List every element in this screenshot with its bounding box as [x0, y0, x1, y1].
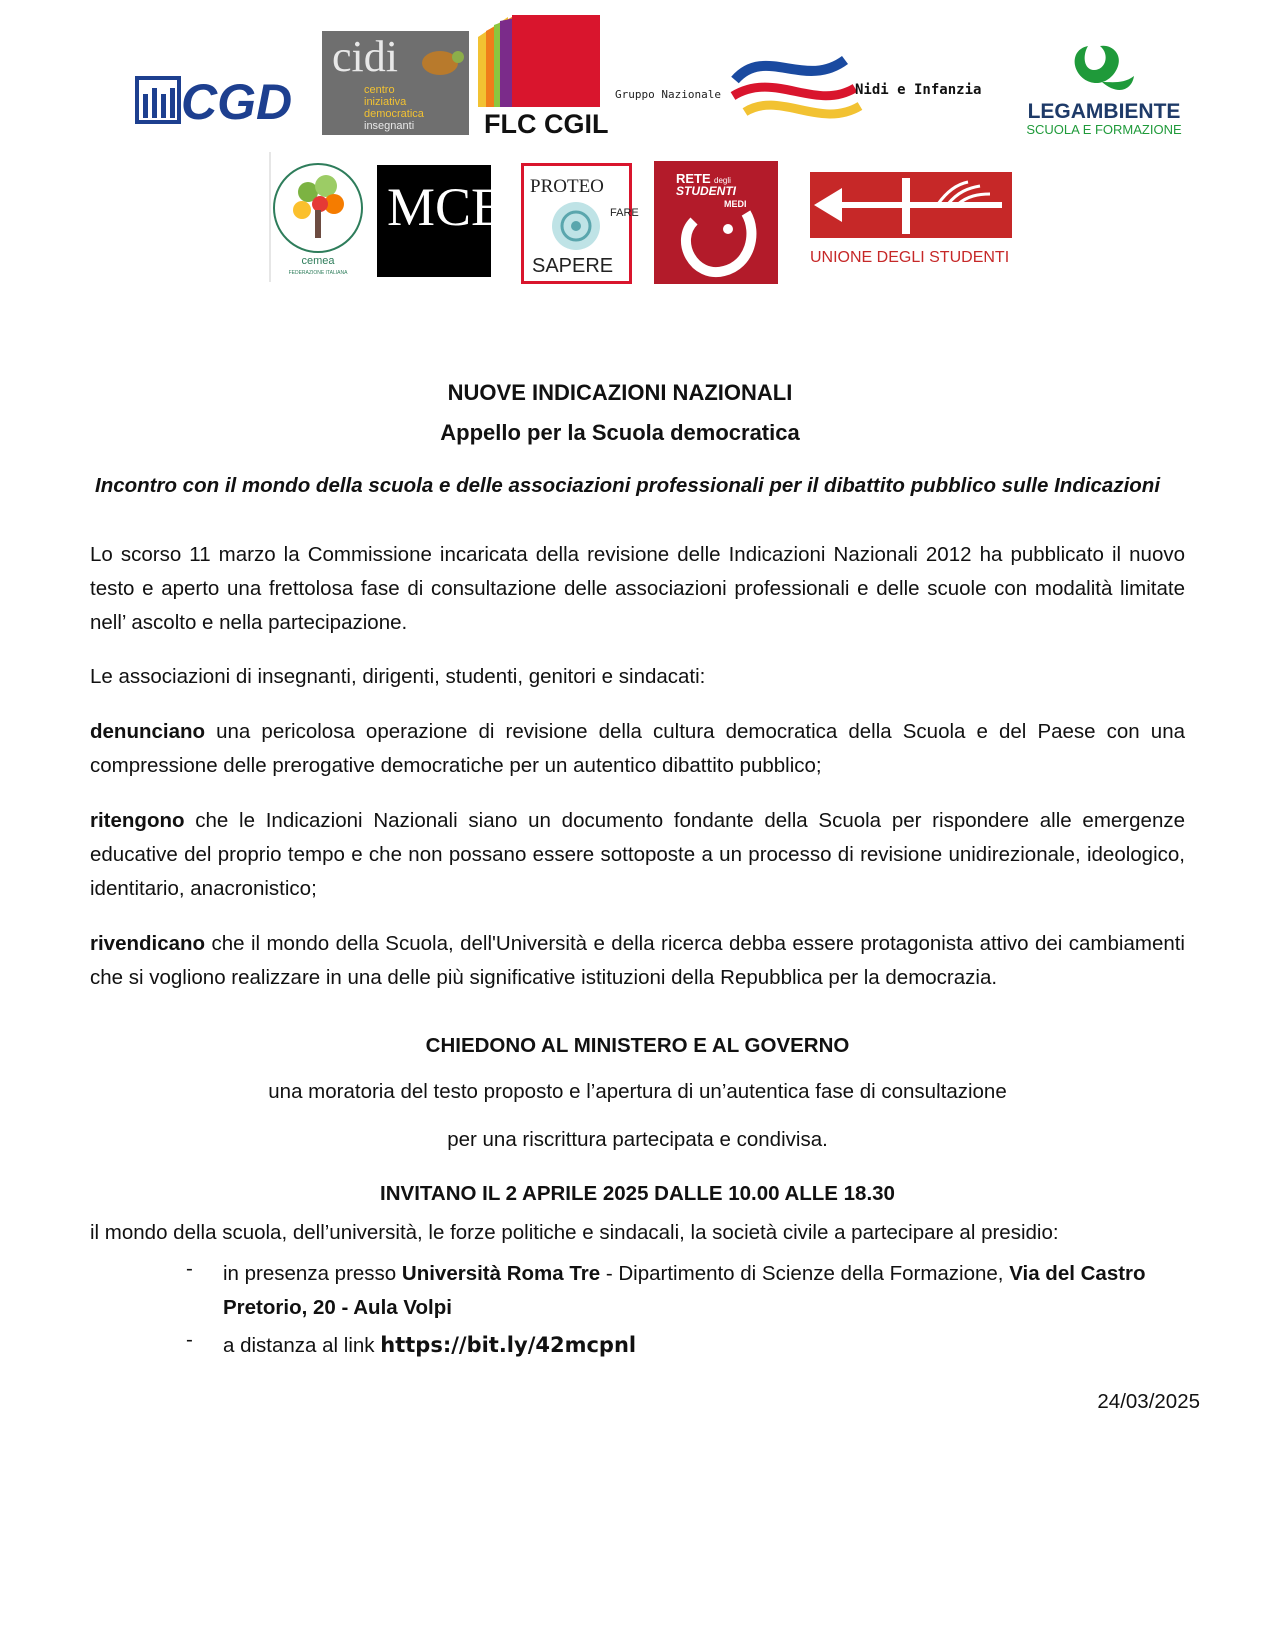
document-title: NUOVE INDICAZIONI NAZIONALI	[447, 380, 793, 405]
svg-text:degli: degli	[714, 176, 731, 185]
rete-studenti-medi-logo	[654, 161, 778, 284]
document-date: 24/03/2025	[1097, 1390, 1200, 1413]
paragraph-denunciano: denunciano una pericolosa operazione di revisione della cultura democratica della Scuola e del Paese con una compressione delle prerogative democratiche per un autentico dibattito pubblico;	[90, 720, 1185, 777]
heading-invitano: INVITANO IL 2 APRILE 2025 DALLE 10.00 ALLE 18.30	[380, 1182, 895, 1205]
svg-text:insegnanti: insegnanti	[364, 120, 415, 132]
svg-text:cidi: cidi	[332, 32, 398, 81]
svg-text:SAPERE: SAPERE	[532, 255, 614, 277]
svg-text:centro: centro	[364, 84, 395, 96]
svg-text:MEDI: MEDI	[724, 199, 747, 209]
legambiente-logo	[1028, 36, 1180, 140]
svg-text:Gruppo Nazionale: Gruppo Nazionale	[615, 88, 721, 101]
document-subtitle: Appello per la Scuola democratica	[440, 420, 800, 445]
cemea-logo	[268, 152, 365, 282]
verb-rivendicano: rivendicano	[90, 932, 206, 955]
bullet-in-presenza: in presenza presso Università Roma Tre - Dipartimento di Scienze della Formazione, Via del Castro Pretorio, 20 - Aula Volpi	[223, 1262, 1146, 1319]
cgd-logo-text: CGD	[181, 74, 293, 130]
request-line-1: una moratoria del testo proposto e l’apertura di un’autentica fase di consultazione	[268, 1080, 1007, 1103]
svg-text:iniziativa: iniziativa	[364, 96, 407, 108]
svg-text:MCE: MCE	[387, 177, 505, 237]
nidi-infanzia-logo	[615, 50, 1020, 130]
verb-ritengono: ritengono	[90, 809, 185, 832]
svg-text:FLC CGIL: FLC CGIL	[484, 109, 609, 139]
svg-text:FARE: FARE	[610, 207, 639, 219]
paragraph-associations: Le associazioni di insegnanti, dirigenti, studenti, genitori e sindacati:	[90, 665, 706, 688]
heading-chiedono: CHIEDONO AL MINISTERO E AL GOVERNO	[425, 1034, 850, 1057]
bullet-mark-2: -	[186, 1328, 193, 1351]
svg-text:STUDENTI: STUDENTI	[676, 184, 736, 198]
bullet-mark-1: -	[186, 1257, 193, 1280]
cidi-logo	[322, 31, 469, 135]
venue-name: Università Roma Tre	[401, 1262, 601, 1285]
svg-text:UNIONE DEGLI STUDENTI: UNIONE DEGLI STUDENTI	[810, 249, 1010, 266]
bullet-a-distanza: a distanza al link https://bit.ly/42mcpnl	[223, 1333, 637, 1357]
paragraph-ritengono: ritengono che le Indicazioni Nazionali siano un documento fondante della Scuola per rispondere alle emergenze educative del proprio tempo e che non possano essere sottoposte a un processo di revisione unidirezionale, ideologico, identitario, anacronistico;	[90, 809, 1185, 900]
svg-text:RETE: RETE	[676, 171, 711, 186]
cgd-logo	[135, 72, 309, 128]
verb-denunciano: denunciano	[90, 720, 206, 743]
svg-text:SCUOLA E FORMAZIONE: SCUOLA E FORMAZIONE	[1026, 122, 1182, 137]
svg-text:democratica: democratica	[364, 108, 424, 120]
unione-degli-studenti-logo	[808, 170, 1014, 274]
svg-text:PROTEO: PROTEO	[530, 176, 604, 197]
paragraph-intro: Lo scorso 11 marzo la Commissione incaricata della revisione delle Indicazioni Nazionali 2012 ha pubblicato il nuovo testo e aperto una frettolosa fase di consultazione delle associazioni professionali e delle scuole con modalità limitate nell’ ascolto e nella partecipazione.	[90, 543, 1185, 634]
svg-text:LEGAMBIENTE: LEGAMBIENTE	[1027, 100, 1181, 123]
venue-address: Via del Castro Pretorio, 20 - Aula Volpi	[223, 1262, 1146, 1319]
mce-logo	[377, 165, 505, 277]
meeting-subtitle: Incontro con il mondo della scuola e delle associazioni professionali per il dibattito pubblico sulle Indicazioni	[95, 474, 1161, 497]
remote-link[interactable]: https://bit.ly/42mcpnl	[380, 1333, 637, 1357]
svg-text:Nidi e Infanzia: Nidi e Infanzia	[855, 82, 982, 98]
paragraph-rivendicano: rivendicano che il mondo della Scuola, dell'Università e della ricerca debba essere protagonista attivo dei cambiamenti che si vogliono realizzare in una delle più significative istituzioni della Repubblica per la democrazia.	[90, 932, 1185, 989]
svg-text:cemea: cemea	[301, 255, 335, 267]
proteo-fare-sapere-logo	[521, 163, 639, 284]
request-line-2: per una riscrittura partecipata e condivisa.	[447, 1128, 828, 1151]
flc-cgil-logo	[478, 15, 608, 137]
invite-line: il mondo della scuola, dell’università, le forze politiche e sindacali, la società civile a partecipare al presidio:	[90, 1221, 1059, 1244]
svg-text:FEDERAZIONE ITALIANA: FEDERAZIONE ITALIANA	[288, 270, 348, 276]
